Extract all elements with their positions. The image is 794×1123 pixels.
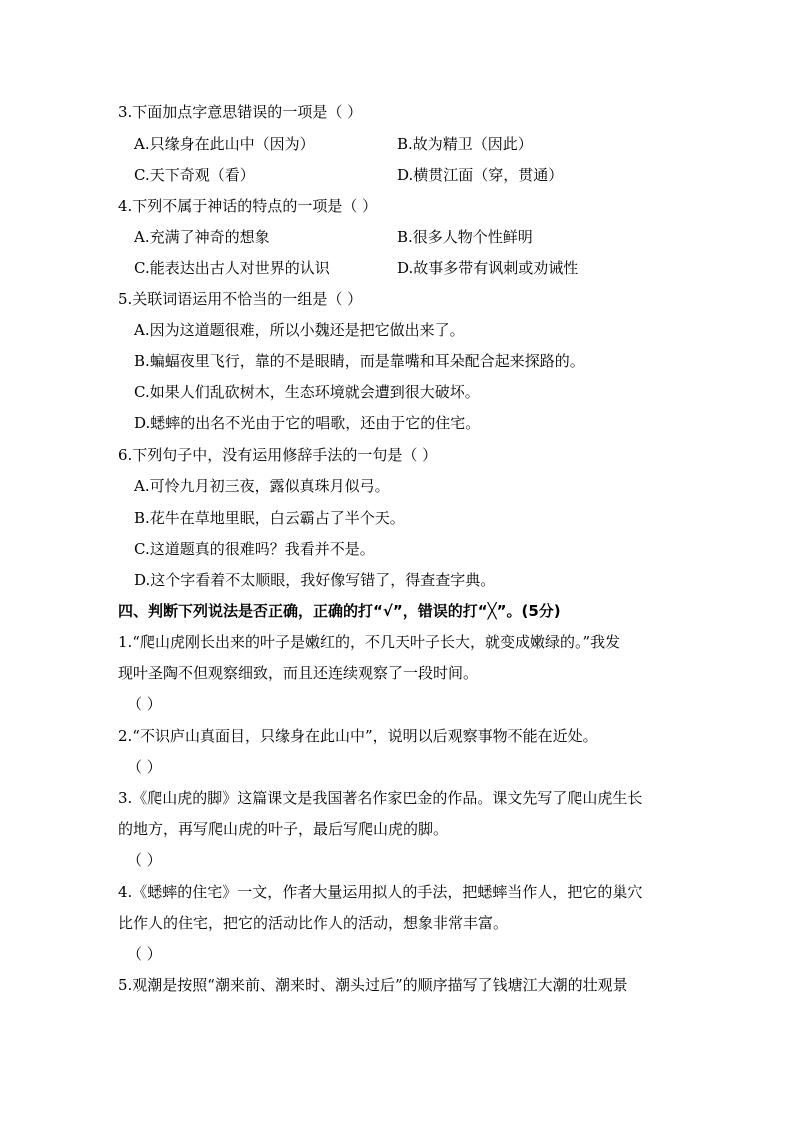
question-5-option-d: D.蟋蟀的出名不光由于它的唱歌，还由于它的住宅。 (134, 414, 481, 432)
question-4-option-a: A.充满了神奇的想象 (134, 228, 270, 246)
question-4-option-b: B.很多人物个性鲜明 (397, 228, 533, 246)
question-6-option-c: C.这道题真的很难吗？我看并不是。 (134, 540, 375, 558)
question-6-option-a: A.可怜九月初三夜，露似真珠月似弓。 (134, 477, 390, 495)
question-6-option-d: D.这个字看着不太顺眼，我好像写错了，得查查字典。 (134, 571, 496, 589)
question-4-option-c: C.能表达出古人对世界的认识 (134, 259, 330, 277)
question-6-option-b: B.花牛在草地里眠，白云霸占了半个天。 (134, 509, 405, 527)
question-6-stem: 6.下列句子中，没有运用修辞手法的一句是（ ） (118, 446, 438, 464)
question-4-option-d: D.故事多带有讽刺或劝诫性 (397, 259, 579, 277)
question-3-option-a: A.只缘身在此山中（因为） (134, 135, 315, 153)
judge-item-4-line-2: 比作人的住宅，把它的活动比作人的活动，想象非常丰富。 (118, 914, 509, 932)
question-3-option-d: D.横贯江面（穿，贯通） (397, 166, 564, 184)
judge-item-3-answer-blank: （ ） (127, 851, 162, 869)
question-5-option-c: C.如果人们乱砍树木，生态环境就会遭到很大破坏。 (134, 383, 480, 401)
question-3-option-b: B.故为精卫（因此） (397, 135, 533, 153)
section-4-title: 四、判断下列说法是否正确，正确的打“√”，错误的打“╳”。(5分) (118, 602, 561, 620)
question-5-stem: 5.关联词语运用不恰当的一组是（ ） (118, 290, 363, 308)
judge-item-4-answer-blank: （ ） (127, 945, 162, 963)
question-5-option-b: B.蝙蝠夜里飞行，靠的不是眼睛，而是靠嘴和耳朵配合起来探路的。 (134, 352, 585, 370)
judge-item-1-answer-blank: （ ） (127, 695, 162, 713)
judge-item-4-line-1: 4.《蟋蟀的住宅》一文，作者大量运用拟人的手法，把蟋蟀当作人，把它的巢穴 (118, 883, 643, 901)
judge-item-2-line-1: 2.“不识庐山真面目，只缘身在此山中”，说明以后观察事物不能在近处。 (118, 727, 598, 745)
question-5-option-a: A.因为这道题很难，所以小魏还是把它做出来了。 (134, 321, 465, 339)
question-4-stem: 4.下列不属于神话的特点的一项是（ ） (118, 197, 378, 215)
judge-item-3-line-2: 的地方，再写爬山虎的叶子，最后写爬山虎的脚。 (118, 820, 449, 838)
judge-item-1-line-2: 现叶圣陶不但观察细致，而且还连续观察了一段时间。 (118, 664, 479, 682)
judge-item-3-line-1: 3.《爬山虎的脚》这篇课文是我国著名作家巴金的作品。课文先写了爬山虎生长 (118, 789, 643, 807)
judge-item-2-answer-blank: （ ） (127, 758, 162, 776)
judge-item-1-line-1: 1.“爬山虎刚长出来的叶子是嫩红的，不几天叶子长大，就变成嫩绿的。”我发 (118, 633, 621, 651)
question-3-option-c: C.天下奇观（看） (134, 166, 255, 184)
judge-item-5-line-1: 5.观潮是按照“潮来前、潮来时、潮头过后”的顺序描写了钱塘江大潮的壮观景 (118, 976, 628, 994)
question-3-stem: 3.下面加点字意思错误的一项是（ ） (118, 103, 363, 121)
